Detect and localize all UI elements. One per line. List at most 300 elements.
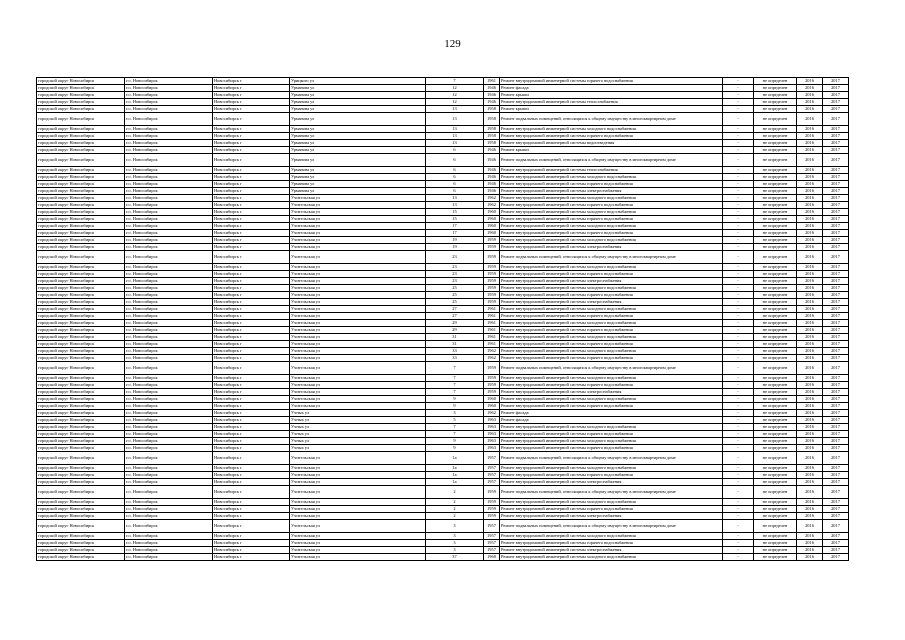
table-cell: 2017 [823,506,849,513]
table-cell: 6 [426,154,484,167]
table-cell: не определен [754,106,797,113]
table-cell: г.о. Новосибирск [125,147,213,154]
table-cell: - [723,355,754,362]
table-row [37,230,849,237]
table-cell: Ремонт внутридомовой инженерной системы холодного водоснабжения [500,438,723,445]
table-cell: 1963 [484,417,500,424]
table-cell: Ремонт внутридомовой инженерной системы холодного водоснабжения [500,554,723,561]
table-cell: не определен [754,479,797,486]
table-cell: - [723,106,754,113]
table-cell: 2017 [823,472,849,479]
table-cell: 9 [426,438,484,445]
table-cell: - [723,92,754,99]
table-cell: Новосибирск г [213,230,290,237]
table-cell: 2016 [797,313,823,320]
table-cell: г.о. Новосибирск [125,417,213,424]
table-cell: - [723,389,754,396]
table-cell: городской округ Новосибирск [37,327,125,334]
table-cell: Учительская ул [290,506,426,513]
table-cell: 2017 [823,147,849,154]
table-cell: 2017 [823,264,849,271]
table-cell: не определен [754,452,797,465]
table-row [37,299,849,306]
table-cell: 1959 [484,362,500,375]
table-cell: г.о. Новосибирск [125,341,213,348]
table-row [37,195,849,202]
table-cell: не определен [754,85,797,92]
table-cell: 2017 [823,251,849,264]
table-row [37,271,849,278]
table-cell: - [723,417,754,424]
table-cell: Новосибирск г [213,140,290,147]
table-cell: Ремонт внутридомовой инженерной системы горячего водоснабжения [500,230,723,237]
table-cell: городской округ Новосибирск [37,424,125,431]
table-cell: Учительская ул [290,533,426,540]
table-cell: 6 [426,188,484,195]
table-cell: Учительская ул [290,547,426,554]
table-cell: - [723,382,754,389]
table-cell: 2017 [823,278,849,285]
table-cell: 2016 [797,264,823,271]
table-cell: Новосибирск г [213,355,290,362]
table-cell: г.о. Новосибирск [125,465,213,472]
table-cell: Урманова ул [290,92,426,99]
table-cell: - [723,167,754,174]
table-cell: 2017 [823,348,849,355]
table-cell: городской округ Новосибирск [37,452,125,465]
table-cell: не определен [754,278,797,285]
table-cell: Новосибирск г [213,375,290,382]
table-cell: Учительская ул [290,554,426,561]
table-cell: городской округ Новосибирск [37,547,125,554]
table-cell: 2016 [797,99,823,106]
table-cell: г.о. Новосибирск [125,320,213,327]
table-cell: Новосибирск г [213,417,290,424]
table-cell: Учительская ул [290,292,426,299]
table-cell: 2017 [823,396,849,403]
table-cell: Новосибирск г [213,513,290,520]
table-cell: Учительская ул [290,278,426,285]
table-cell: 9 [426,445,484,452]
table-cell: 1958 [484,133,500,140]
table-cell: г.о. Новосибирск [125,403,213,410]
table-cell: - [723,99,754,106]
table-cell: 1961 [484,78,500,85]
table-cell: 1963 [484,424,500,431]
table-cell: Учных ул [290,417,426,424]
table-cell: не определен [754,202,797,209]
table-cell: Урманова ул [290,167,426,174]
table-cell: г.о. Новосибирск [125,299,213,306]
table-cell: городской округ Новосибирск [37,472,125,479]
table-cell: - [723,540,754,547]
table-cell: 2017 [823,334,849,341]
table-row [37,188,849,195]
table-row [37,244,849,251]
table-cell: 2016 [797,348,823,355]
table-cell: не определен [754,264,797,271]
table-cell: Новосибирск г [213,334,290,341]
table-cell: 2016 [797,216,823,223]
table-cell: г.о. Новосибирск [125,452,213,465]
table-cell: 7 [426,375,484,382]
table-cell: 15 [426,216,484,223]
table-cell: 2017 [823,341,849,348]
table-cell: 1946 [484,92,500,99]
table-cell: 2017 [823,292,849,299]
table-cell: Новосибирск г [213,181,290,188]
table-cell: 2017 [823,202,849,209]
table-cell: 23 [426,278,484,285]
table-cell: 2016 [797,133,823,140]
table-cell: 7 [426,389,484,396]
table-cell: Новосибирск г [213,348,290,355]
table-row [37,278,849,285]
table-cell: 1960 [484,554,500,561]
table-cell: 13 [426,195,484,202]
table-cell: 3 [426,520,484,533]
table-cell: Ремонт внутридомовой инженерной системы горячего водоснабжения [500,327,723,334]
table-cell: городской округ Новосибирск [37,403,125,410]
table-cell: Ремонт внутридомовой инженерной системы горячего водоснабжения [500,506,723,513]
table-cell: Ремонт внутридомовой инженерной системы холодного водоснабжения [500,264,723,271]
table-cell: 2017 [823,230,849,237]
table-cell: Урманова ул [290,106,426,113]
table-cell: 2017 [823,85,849,92]
table-cell: городской округ Новосибирск [37,188,125,195]
table-cell: Учных ул [290,445,426,452]
table-cell: 2 [426,513,484,520]
table-cell: 1959 [484,506,500,513]
table-cell: Учительская ул [290,520,426,533]
table-cell: - [723,244,754,251]
table-cell: городской округ Новосибирск [37,486,125,499]
table-cell: не определен [754,216,797,223]
table-cell: Ремонт внутридомовой инженерной системы холодного водоснабжения [500,195,723,202]
table-cell: 1957 [484,452,500,465]
table-cell: г.о. Новосибирск [125,113,213,126]
table-cell: 12 [426,92,484,99]
table-cell: 1957 [484,520,500,533]
table-cell: 2017 [823,499,849,506]
table-cell: 13 [426,202,484,209]
table-cell: 2017 [823,382,849,389]
table-row [37,167,849,174]
table-cell: 13 [426,113,484,126]
table-cell: Ремонт внутридомовой инженерной системы холодного водоснабжения [500,396,723,403]
table-cell: не определен [754,417,797,424]
table-cell: - [723,554,754,561]
table-cell: Новосибирск г [213,188,290,195]
table-cell: не определен [754,382,797,389]
table-cell: Ремонт внутридомовой инженерной системы электроснабжения [500,188,723,195]
table-cell: - [723,533,754,540]
table-cell: городской округ Новосибирск [37,154,125,167]
table-cell: городской округ Новосибирск [37,292,125,299]
table-cell: не определен [754,292,797,299]
table-cell: Ремонт внутридомовой инженерной системы электроснабжения [500,389,723,396]
table-cell: 2016 [797,320,823,327]
table-cell: Новосибирск г [213,452,290,465]
table-cell: городской округ Новосибирск [37,389,125,396]
table-cell: 1961 [484,341,500,348]
table-cell: 2016 [797,188,823,195]
table-cell: 2016 [797,174,823,181]
table-cell: городской округ Новосибирск [37,445,125,452]
table-cell: Ремонт внутридомовой инженерной системы электроснабжения [500,299,723,306]
table-cell: не определен [754,188,797,195]
table-cell: Ремонт внутридомовой инженерной системы теплоснабжения [500,167,723,174]
table-cell: 12 [426,85,484,92]
table-cell: Урманова ул [290,140,426,147]
table-cell: Ремонт внутридомовой инженерной системы холодного водоснабжения [500,334,723,341]
table-cell: Новосибирск г [213,479,290,486]
table-cell: 1957 [484,472,500,479]
table-cell: не определен [754,167,797,174]
table-row [37,320,849,327]
table-cell: 12 [426,99,484,106]
table-row [37,547,849,554]
table-cell: - [723,403,754,410]
table-cell: городской округ Новосибирск [37,106,125,113]
table-cell: 1959 [484,271,500,278]
table-cell: - [723,85,754,92]
table-cell: Урманова ул [290,188,426,195]
table-cell: не определен [754,140,797,147]
table-cell: г.о. Новосибирск [125,327,213,334]
table-cell: г.о. Новосибирск [125,181,213,188]
table-cell: 1а [426,452,484,465]
table-cell: Новосибирск г [213,271,290,278]
table-cell: 6 [426,174,484,181]
table-cell: 13 [426,140,484,147]
table-row [37,520,849,533]
table-cell: 2016 [797,513,823,520]
table-row [37,264,849,271]
table-cell: городской округ Новосибирск [37,417,125,424]
table-cell: городской округ Новосибирск [37,465,125,472]
table-row [37,140,849,147]
table-cell: Ремонт крыши [500,147,723,154]
table-cell: Ремонт внутридомовой инженерной системы горячего водоснабжения [500,202,723,209]
table-cell: - [723,202,754,209]
table-cell: 1960 [484,230,500,237]
table-cell: 33 [426,348,484,355]
table-cell: - [723,251,754,264]
table-cell: 23 [426,271,484,278]
table-cell: - [723,133,754,140]
table-cell: г.о. Новосибирск [125,396,213,403]
table-cell: городской округ Новосибирск [37,499,125,506]
table-cell: г.о. Новосибирск [125,382,213,389]
table-cell: 2017 [823,237,849,244]
table-row [37,92,849,99]
table-cell: 2017 [823,195,849,202]
table-cell: 2017 [823,479,849,486]
table-cell: г.о. Новосибирск [125,195,213,202]
table-cell: 9 [426,396,484,403]
table-cell: 2016 [797,306,823,313]
table-cell: Новосибирск г [213,292,290,299]
table-cell: Учительская ул [290,244,426,251]
table-cell: 1959 [484,499,500,506]
table-cell: 2016 [797,431,823,438]
table-cell: 1961 [484,306,500,313]
table-cell: г.о. Новосибирск [125,92,213,99]
table-cell: - [723,438,754,445]
table-cell: Ремонт внутридомовой инженерной системы холодного водоснабжения [500,348,723,355]
table-cell: г.о. Новосибирск [125,133,213,140]
table-cell: 2017 [823,92,849,99]
table-cell: городской округ Новосибирск [37,299,125,306]
table-cell: - [723,147,754,154]
table-cell: городской округ Новосибирск [37,313,125,320]
table-row [37,445,849,452]
table-cell: городской округ Новосибирск [37,410,125,417]
table-row [37,133,849,140]
table-cell: 23 [426,251,484,264]
table-row [37,533,849,540]
table-cell: - [723,479,754,486]
table-cell: 2017 [823,174,849,181]
table-cell: не определен [754,540,797,547]
table-cell: Новосибирск г [213,499,290,506]
table-cell: 31 [426,341,484,348]
table-cell: 2017 [823,417,849,424]
table-cell: не определен [754,209,797,216]
table-cell: 2017 [823,167,849,174]
table-cell: Новосибирск г [213,403,290,410]
table-cell: Новосибирск г [213,520,290,533]
table-cell: городской округ Новосибирск [37,479,125,486]
table-cell: 1958 [484,113,500,126]
table-cell: Новосибирск г [213,216,290,223]
table-row [37,209,849,216]
table-cell: 13 [426,126,484,133]
table-cell: городской округ Новосибирск [37,202,125,209]
table-cell: г.о. Новосибирск [125,264,213,271]
page-number: 129 [444,38,461,50]
table-cell: г.о. Новосибирск [125,106,213,113]
table-cell: 19 [426,244,484,251]
table-cell: Новосибирск г [213,106,290,113]
table-cell: 2017 [823,389,849,396]
table-row [37,99,849,106]
table-cell: 2016 [797,126,823,133]
table-cell: 2017 [823,513,849,520]
table-cell: 1961 [484,320,500,327]
table-cell: городской округ Новосибирск [37,533,125,540]
table-cell: городской округ Новосибирск [37,540,125,547]
table-cell: не определен [754,327,797,334]
table-cell: 2017 [823,533,849,540]
table-cell: Урманова ул [290,99,426,106]
table-cell: 1963 [484,431,500,438]
table-cell: не определен [754,533,797,540]
table-cell: - [723,292,754,299]
table-cell: не определен [754,410,797,417]
table-row [37,334,849,341]
table-cell: - [723,424,754,431]
table-cell: Новосибирск г [213,147,290,154]
table-cell: 2017 [823,465,849,472]
table-row [37,313,849,320]
table-cell: 2016 [797,417,823,424]
table-cell: 2 [426,499,484,506]
table-cell: г.о. Новосибирск [125,292,213,299]
table-cell: Ремонт фасада [500,85,723,92]
table-cell: 1959 [484,486,500,499]
table-cell: г.о. Новосибирск [125,278,213,285]
table-cell: Ремонт внутридомовой инженерной системы электроснабжения [500,244,723,251]
table-cell: Ремонт внутридомовой инженерной системы холодного водоснабжения [500,285,723,292]
repair-schedule-table [36,77,849,561]
table-cell: городской округ Новосибирск [37,251,125,264]
table-cell: не определен [754,389,797,396]
table-cell: Новосибирск г [213,133,290,140]
table-cell: 2017 [823,313,849,320]
table-cell: 2017 [823,154,849,167]
table-cell: Новосибирск г [213,195,290,202]
table-cell: не определен [754,403,797,410]
table-row [37,472,849,479]
table-cell: 2017 [823,554,849,561]
table-cell: г.о. Новосибирск [125,216,213,223]
table-cell: городской округ Новосибирск [37,113,125,126]
table-cell: - [723,223,754,230]
table-cell: Ремонт внутридомовой инженерной системы холодного водоснабжения [500,223,723,230]
table-cell: г.о. Новосибирск [125,486,213,499]
table-cell: Ремонт подвальных помещений, относящихся к общему имуществу в многоквартирном доме [500,251,723,264]
table-cell: 2016 [797,299,823,306]
table-cell: Урманова ул [290,154,426,167]
table-cell: Ремонт внутридомовой инженерной системы холодного водоснабжения [500,126,723,133]
table-cell: городской округ Новосибирск [37,554,125,561]
table-cell: Новосибирск г [213,299,290,306]
table-cell: Новосибирск г [213,410,290,417]
table-row [37,499,849,506]
table-cell: 2017 [823,486,849,499]
table-cell: 2016 [797,499,823,506]
table-cell: 6 [426,181,484,188]
table-cell: Учительская ул [290,195,426,202]
table-cell: Учительская ул [290,202,426,209]
table-cell: городской округ Новосибирск [37,140,125,147]
table-cell: городской округ Новосибирск [37,355,125,362]
table-cell: 15 [426,209,484,216]
table-cell: не определен [754,375,797,382]
table-cell: г.о. Новосибирск [125,306,213,313]
table-row [37,431,849,438]
table-cell: Учительская ул [290,334,426,341]
table-cell: - [723,181,754,188]
table-cell: Учительская ул [290,362,426,375]
table-cell: 2016 [797,113,823,126]
table-cell: 2016 [797,424,823,431]
table-cell: Ремонт внутридомовой инженерной системы холодного водоснабжения [500,209,723,216]
table-cell: Новосибирск г [213,209,290,216]
table-cell: 7 [426,78,484,85]
table-cell: Ремонт подвальных помещений, относящихся к общему имуществу в многоквартирном доме [500,362,723,375]
table-cell: 2016 [797,106,823,113]
table-cell: 2017 [823,99,849,106]
table-cell: Учных ул [290,424,426,431]
table-cell: - [723,362,754,375]
table-cell: 2016 [797,396,823,403]
table-cell: городской округ Новосибирск [37,209,125,216]
table-cell: 1963 [484,438,500,445]
table-cell: 2017 [823,410,849,417]
